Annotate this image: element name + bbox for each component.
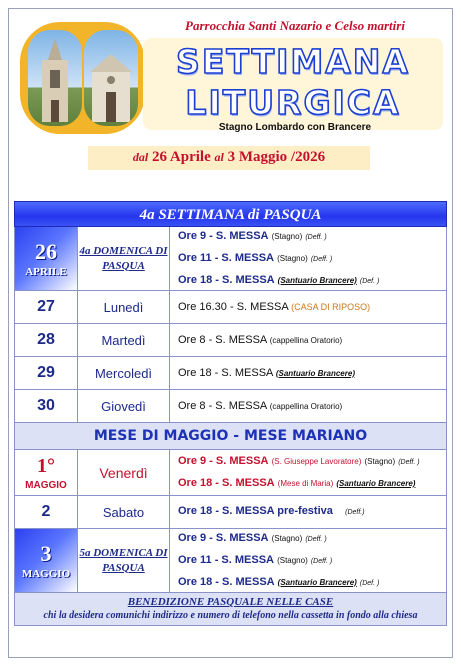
date-cell — [15, 390, 78, 422]
mass-line: Ore 18 - S. MESSA (Santuario Brancere) — [178, 366, 355, 379]
church-photo-1 — [28, 30, 82, 126]
date-month: MAGGIO — [25, 479, 67, 491]
week-band: 4a SETTIMANA di PASQUA — [14, 201, 447, 227]
date-number: 27 — [37, 298, 55, 315]
date-cell — [15, 357, 78, 389]
mass-line: Ore 9 - S. MESSA (Stagno) (Deff. ) — [178, 229, 327, 242]
table-row — [14, 291, 447, 324]
date-cell — [15, 496, 78, 528]
day-name: Mercoledì — [78, 357, 170, 389]
date-number: 1° — [37, 454, 55, 477]
table-row — [14, 390, 447, 423]
mass-list — [170, 227, 446, 290]
date-cell — [15, 324, 78, 356]
footer-text: chi la desidera comunichi indirizzo e numero di telefono nella cassetta in fondo alla chiesa — [43, 610, 418, 621]
mass-list — [170, 496, 446, 528]
footer-title: BENEDIZIONE PASQUALE NELLE CASE — [127, 596, 334, 608]
church-photo-2 — [84, 30, 138, 126]
mass-line: Ore 11 - S. MESSA (Stagno) (Deff. ) — [178, 553, 333, 566]
date-number: 3 — [40, 540, 52, 566]
dates-to: 3 Maggio — [227, 149, 288, 165]
dates-year: /2026 — [290, 149, 326, 165]
mass-line: Ore 9 - S. MESSA (Stagno) (Deff. ) — [178, 531, 327, 544]
mass-list — [170, 450, 446, 495]
parish-name: Parrocchia Santi Nazario e Celso martiri — [185, 18, 405, 33]
schedule-table — [14, 201, 447, 626]
day-name: Martedì — [78, 324, 170, 356]
date-number: 29 — [37, 364, 55, 381]
location: Stagno Lombardo con Brancere — [218, 122, 372, 133]
church-photos — [20, 22, 145, 134]
dates-from: 26 Aprile — [152, 149, 211, 165]
mass-line: Ore 8 - S. MESSA (cappellina Oratorio) — [178, 333, 343, 346]
date-cell — [15, 529, 78, 592]
date-month: MAGGIO — [21, 567, 71, 580]
day-name: 5a DOMENICA DI PASQUA — [78, 529, 170, 592]
date-number: 30 — [37, 397, 55, 414]
table-row — [14, 496, 447, 529]
mass-line: Ore 16.30 - S. MESSA (CASA DI RIPOSO) — [178, 301, 371, 313]
mass-line: Ore 18 - S. MESSA (Mese di Maria) (Santuario Brancere) — [178, 477, 416, 489]
table-row — [14, 357, 447, 390]
mass-list — [170, 324, 446, 356]
mass-list — [170, 390, 446, 422]
date-number: 28 — [37, 331, 55, 348]
day-name: Venerdì — [78, 450, 170, 495]
mass-list — [170, 529, 446, 592]
table-row — [14, 324, 447, 357]
dates-al: al — [214, 150, 224, 164]
mass-list — [170, 357, 446, 389]
mass-line: Ore 18 - S. MESSA (Santuario Brancere) (Def. ) — [178, 575, 380, 588]
title-line-2: LITURGICA — [185, 83, 401, 122]
title-line-1: SETTIMANA — [176, 42, 410, 81]
mass-line: Ore 18 - S. MESSA pre-festiva (Deff.) — [178, 505, 365, 517]
table-row — [14, 227, 447, 291]
day-name: 4a DOMENICA DI PASQUA — [78, 227, 170, 290]
dates-dal: dal — [132, 150, 149, 164]
date-cell — [15, 291, 78, 323]
table-row — [14, 450, 447, 496]
date-number: 2 — [41, 503, 51, 520]
table-row — [14, 529, 447, 593]
mass-line: Ore 11 - S. MESSA (Stagno) (Deff. ) — [178, 251, 333, 264]
mass-list — [170, 291, 446, 323]
day-name: Lunedì — [78, 291, 170, 323]
day-name: Giovedì — [78, 390, 170, 422]
footer-notice — [14, 593, 447, 626]
day-name: Sabato — [78, 496, 170, 528]
date-range — [88, 149, 370, 166]
mass-line: Ore 9 - S. MESSA (S. Giuseppe Lavoratore) (Stagno) (Deff. ) — [178, 455, 420, 467]
date-month: APRILE — [25, 265, 67, 278]
mass-line: Ore 8 - S. MESSA (cappellina Oratorio) — [178, 399, 343, 412]
date-cell — [15, 227, 78, 290]
month-band: MESE DI MAGGIO - MESE MARIANO — [14, 423, 447, 450]
mass-line: Ore 18 - S. MESSA (Santuario Brancere) (Def. ) — [178, 273, 380, 286]
date-number: 26 — [35, 238, 57, 264]
date-cell — [15, 450, 78, 495]
